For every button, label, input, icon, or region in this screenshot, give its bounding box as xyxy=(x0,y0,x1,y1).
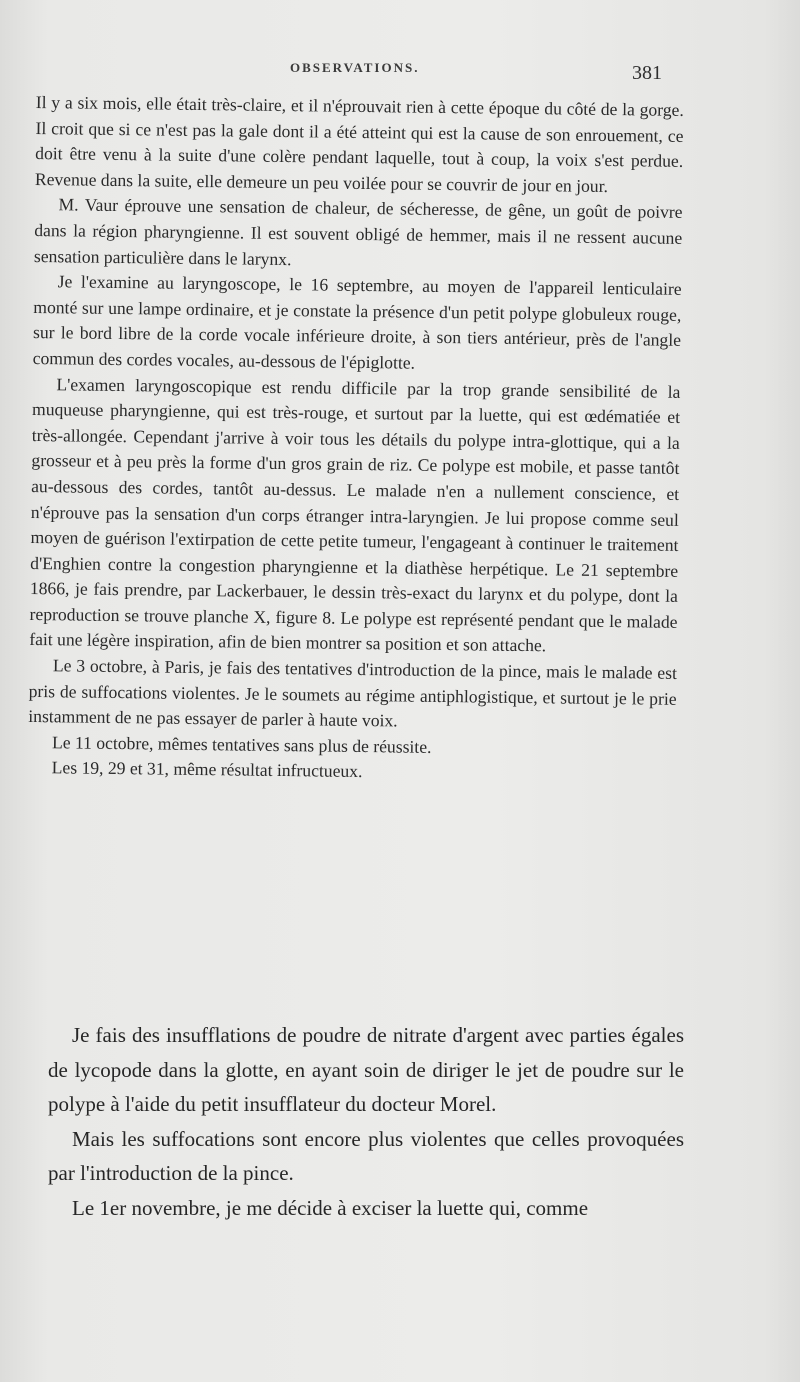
paragraph: Il y a six mois, elle était très-claire, et il n'éprouvait rien à cette époque du côté de la gorge. Il croit que si ce n'est pas la gale dont il a été atteint qui est la cause de son enrouement, ce doit être venu à la suite d'une colère pendant laquelle, tout à coup, la voix s'est perdue. Revenue dans la suite, elle demeure un peu voilée pour se couvrir de jour en jour. xyxy=(34,91,684,196)
page-number: 381 xyxy=(632,62,662,84)
paragraph: Je l'examine au laryngoscope, le 16 septembre, au moyen de l'appareil lenticulaire monté sur une lampe ordinaire, et je constate la présence d'un petit polype globuleux rouge, sur le bord libre de la corde vocale inférieure droite, à son tiers antérieur, près de l'angle commun des cordes vocales, au-dessous de l'épiglotte. xyxy=(32,271,682,373)
page-edge-shadow xyxy=(764,0,800,1382)
paragraph: M. Vaur éprouve une sensation de chaleur, de sécheresse, de gêne, un goût de poivre dans la région pharyngienne. Il est souvent obligé de hemmer, mais il ne ressent aucune sensation particulière dans le larynx. xyxy=(33,194,683,269)
paragraph: Les 19, 29 et 31, même résultat infructueux. xyxy=(51,757,363,782)
paragraph: Je fais des insufflations de poudre de nitrate d'argent avec parties égales de lycopode dans la glotte, en ayant soin de diriger le jet de poudre sur le polype à l'aide du petit insufflateur du docteur Morel. xyxy=(48,1023,684,1116)
upper-text-block xyxy=(28,90,684,789)
paragraph: Le 11 octobre, mêmes tentatives sans plus de réussite. xyxy=(51,732,432,757)
page-header xyxy=(0,58,800,88)
lower-text-block xyxy=(48,1018,684,1225)
paragraph: Le 3 octobre, à Paris, je fais des tentatives d'introduction de la pince, mais le malade est pris de suffocations violentes. Je le soumets au régime antiphlogistique, et surtout je le prie instamment de ne pas essayer de parler à haute voix. xyxy=(28,655,678,731)
paragraph: Le 1er novembre, je me décide à exciser la luette qui, comme xyxy=(72,1195,589,1220)
paragraph: L'examen laryngoscopique est rendu difficile par la trop grande sensibilité de la muqueuse pharyngienne, qui est très-rouge, et surtout par la luette, qui est œdématiée et très-allongée. Cependant j'arrive à voir tous les détails du polype intra-glottique, qui a la grosseur et à peu près la forme d'un gros grain de riz. Ce polype est mobile, et passe tantôt au-dessous des cordes, tantôt au-dessus. Le malade n'en a nullement conscience, et n'éprouve pas la sensation d'un corps étranger intra-laryngien. Je lui propose comme seul moyen de guérison l'extirpation de cette petite tumeur, l'engageant à continuer le traitement d'Enghien contre la congestion pharyngienne et la diathèse herpétique. Le 21 septembre 1866, je fais prendre, par Lackerbauer, le dessin très-exact du larynx et du polype, dont la reproduction se trouve planche X, figure 8. Le polype est représenté pendant que le malade fait une légère inspiration, afin de bien montrer sa position et son attache. xyxy=(29,373,681,656)
paragraph: Mais les suffocations sont encore plus violentes que celles provoquées par l'introduction de la pince. xyxy=(48,1126,684,1185)
running-title: OBSERVATIONS. xyxy=(290,60,420,75)
